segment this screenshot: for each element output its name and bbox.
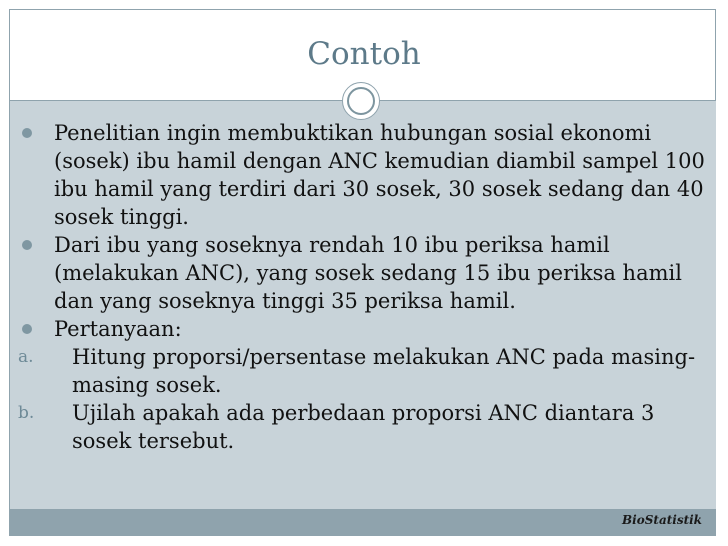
item-letter: b. (18, 403, 35, 423)
slide-title: Contoh (307, 36, 421, 72)
lettered-item-text: Hitung proporsi/persentase melakukan ANC pada masing-masing sosek. (72, 345, 696, 397)
bullet-text: Penelitian ingin membuktikan hubungan sosial ekonomi (sosek) ibu hamil dengan ANC kemudian diambil sampel 100 ibu hamil yang terdiri dari 30 sosek, 30 sosek sedang dan 40 sosek tinggi. (54, 121, 705, 229)
lettered-item-text: Ujilah apakah ada perbedaan proporsi ANC diantara 3 sosek tersebut. (72, 401, 655, 453)
circle-ornament-icon (342, 82, 380, 120)
bullet-text: Pertanyaan: (54, 317, 182, 341)
footer-label: BioStatistik (622, 513, 702, 527)
lettered-item (18, 343, 708, 399)
bullet-icon (22, 240, 32, 250)
lettered-item (18, 399, 708, 455)
bullet-item (18, 315, 708, 343)
bullet-icon (22, 324, 32, 334)
item-letter: a. (18, 347, 34, 367)
circle-ornament-inner (347, 87, 375, 115)
bullet-text: Dari ibu yang soseknya rendah 10 ibu periksa hamil (melakukan ANC), yang sosek sedang 15 ibu periksa hamil dan yang soseknya tinggi 35 periksa hamil. (54, 233, 682, 313)
bullet-icon (22, 128, 32, 138)
bullet-item (18, 119, 708, 231)
slide-content (18, 119, 708, 455)
footer-bar (10, 509, 716, 535)
bullet-item (18, 231, 708, 315)
